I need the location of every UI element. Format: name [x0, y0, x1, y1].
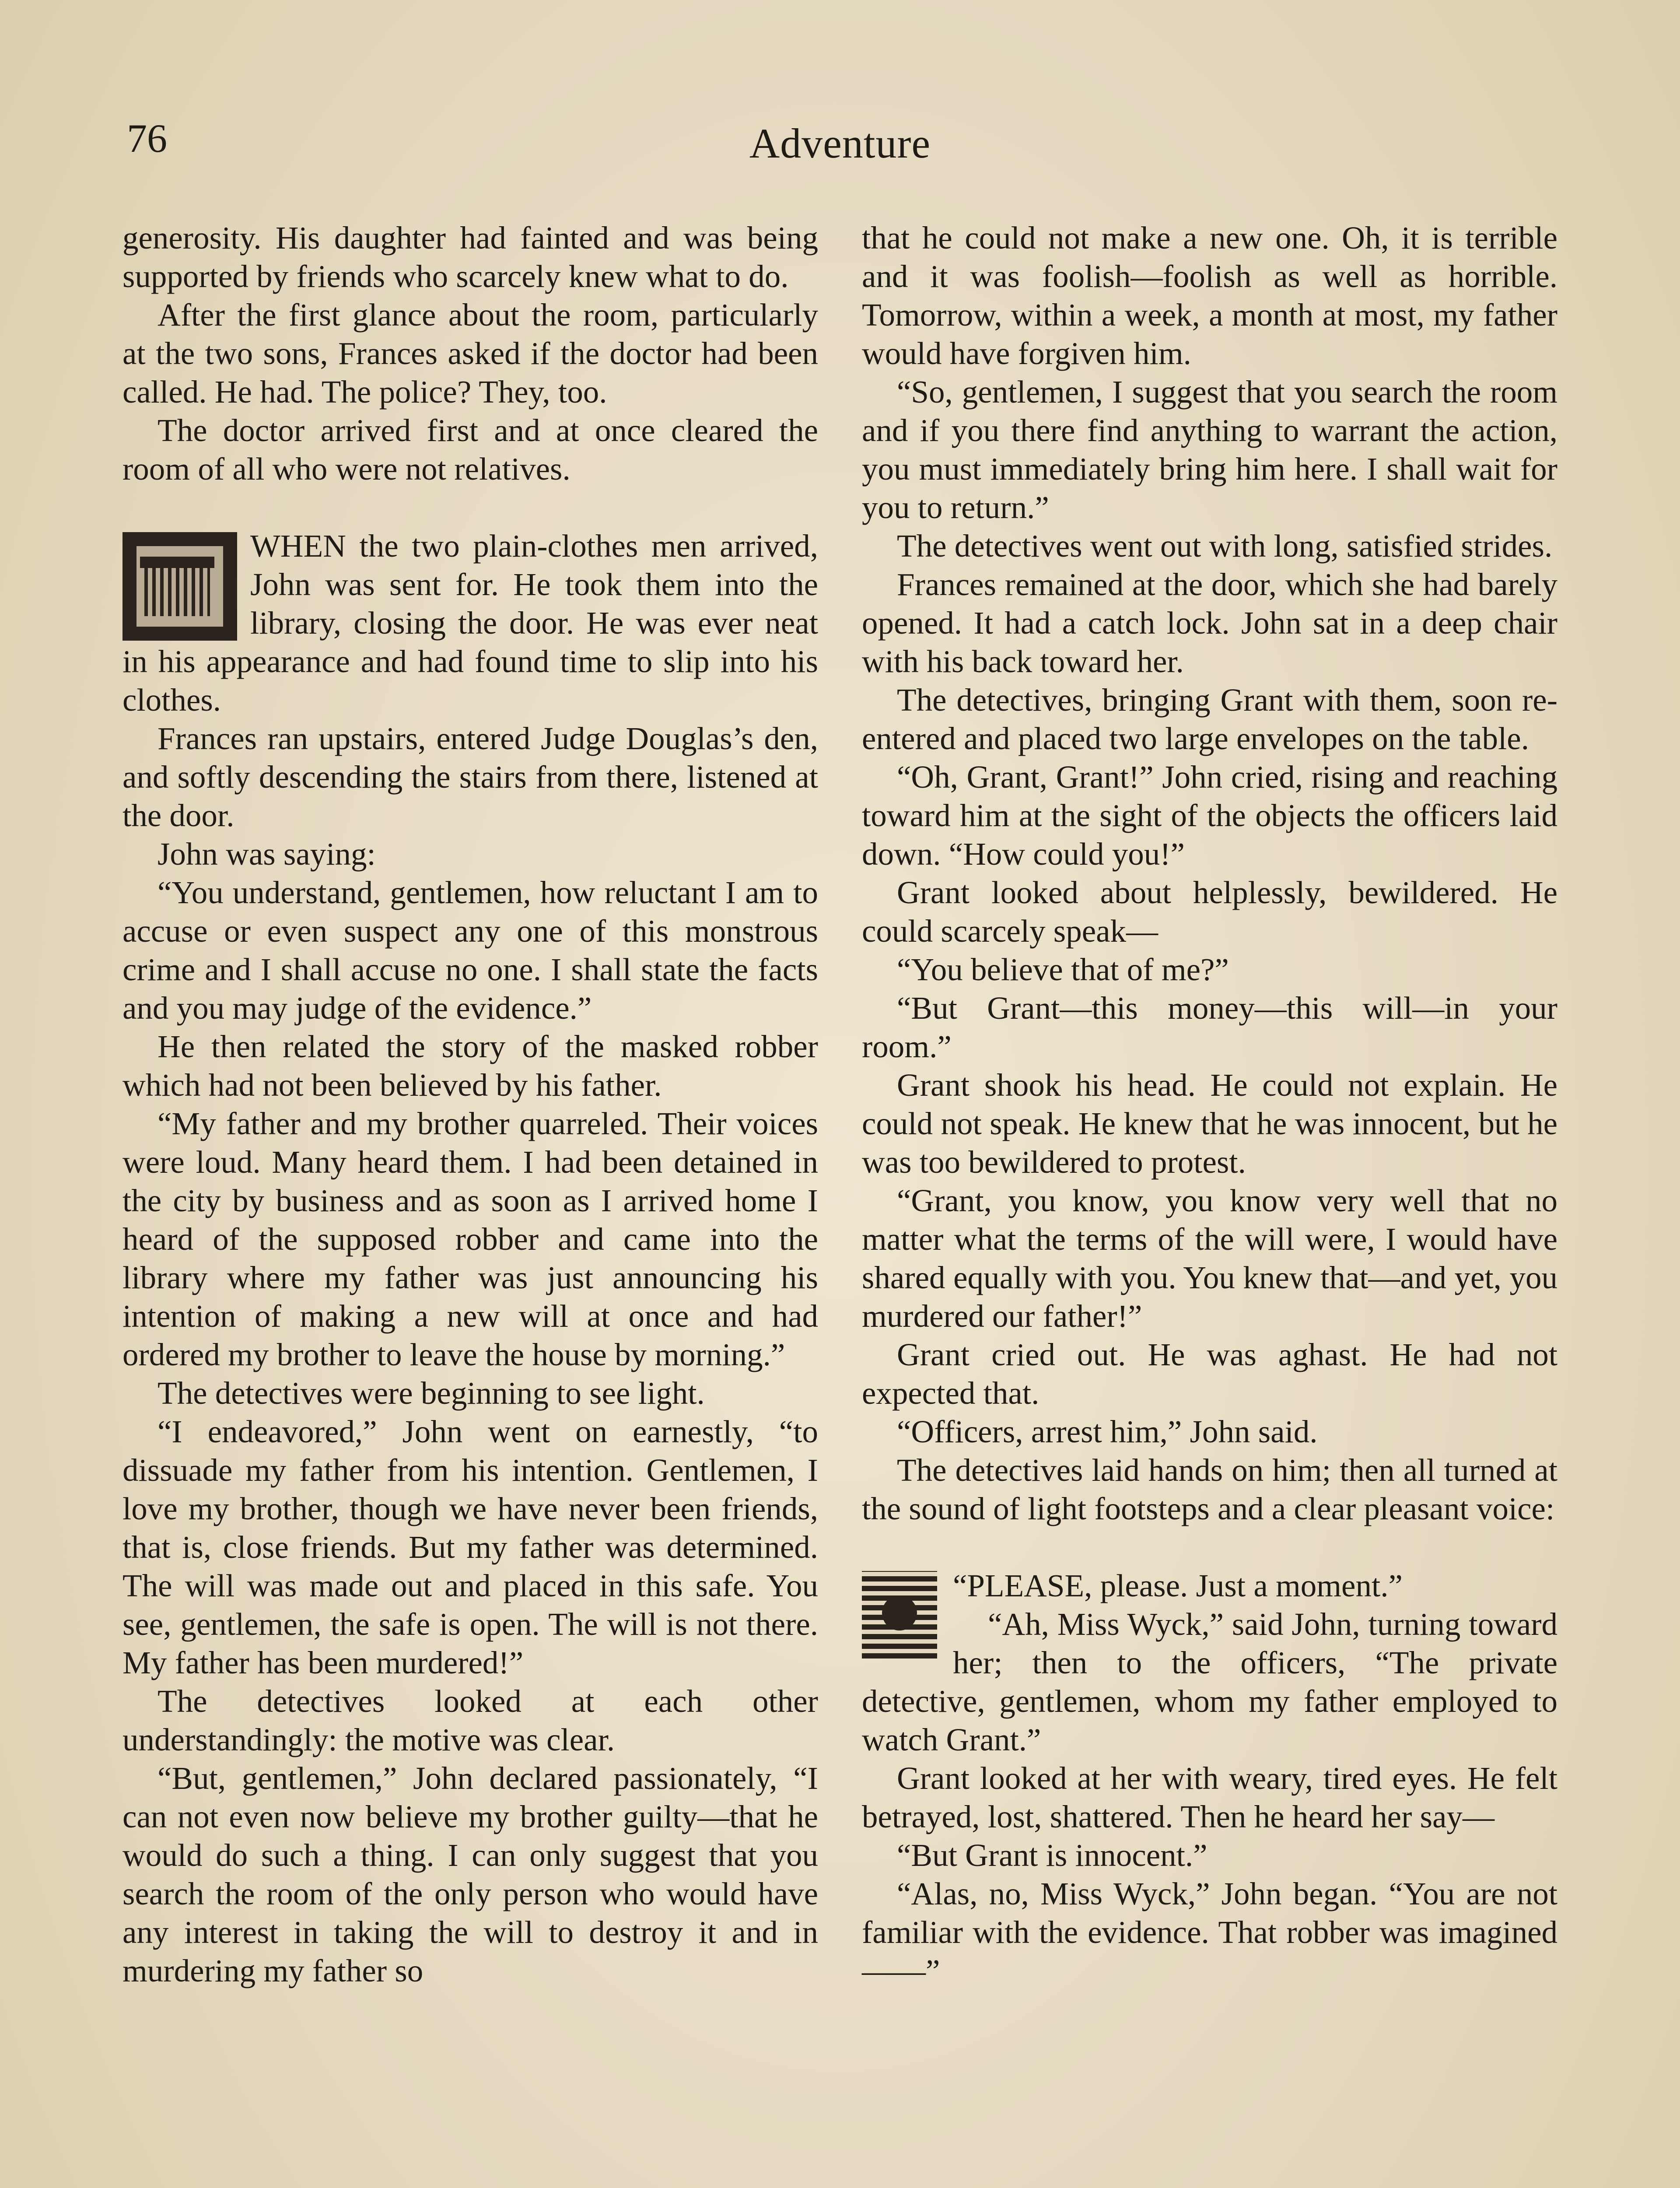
paragraph: “Alas, no, Miss Wyck,” John began. “You are not familiar with the evidence. That robber was imagined——” — [862, 1876, 1558, 1988]
decorative-initial-ornament — [862, 1571, 937, 1659]
paragraph: “But Grant is innocent.” — [897, 1837, 1208, 1873]
running-head: Adventure — [749, 120, 931, 167]
paragraph: After the first glance about the room, particularly at the two sons, Frances asked if the doctor had been called. He had. The police? They, too. — [122, 297, 818, 410]
right-column — [862, 219, 1558, 1990]
paragraph: Grant cried out. He was aghast. He had not expected that. — [862, 1337, 1558, 1411]
paragraph: “Officers, arrest him,” John said. — [897, 1414, 1318, 1449]
paragraph: The doctor arrived first and at once cleared the room of all who were not relatives. — [122, 413, 818, 487]
paragraph: “Ah, Miss Wyck,” said John, turning toward her; then to the officers, “The private detective, gentlemen, whom my father employed to watch Grant.” — [862, 1606, 1558, 1757]
paragraph: Frances ran upstairs, entered Judge Douglas’s den, and softly descending the stairs from there, listened at the door. — [122, 721, 818, 833]
paragraph: “But, gentlemen,” John declared passionately, “I can not even now believe my brother guilty—that he would do such a thing. I can only suggest that you search the room of the only person who would have any interest in taking the will to destroy it and in murdering my father so — [122, 1760, 818, 1988]
paragraph: The detectives laid hands on him; then all turned at the sound of light footsteps and a clear pleasant voice: — [862, 1452, 1558, 1526]
section-opening-paragraph: “PLEASE, please. Just a moment.” — [953, 1568, 1403, 1603]
left-column — [122, 219, 818, 1990]
paragraph: The detectives were beginning to see light. — [158, 1375, 705, 1411]
paragraph: “My father and my brother quarreled. Their voices were loud. Many heard them. I had been detained in the city by business and as soon as I arrived home I heard of the supposed robber and came into the library where my father was just announcing his intention of making a new will at once and had ordered my brother to leave the house by morning.” — [122, 1106, 818, 1372]
page-number: 76 — [127, 116, 167, 161]
paragraph: “You believe that of me?” — [897, 952, 1229, 987]
paragraph: “Grant, you know, you know very well that no matter what the terms of the will were, I would have shared equally with you. You knew that—and yet, you murdered our father!” — [862, 1183, 1558, 1334]
paragraph: that he could not make a new one. Oh, it is terrible and it was foolish—foolish as well as horrible. Tomorrow, within a week, a month at most, my father would have forgiven him. — [862, 220, 1558, 371]
paragraph: “Oh, Grant, Grant!” John cried, rising and reaching toward him at the sight of the objects the officers laid down. “How could you!” — [862, 759, 1558, 872]
paragraph: The detectives went out with long, satisfied strides. — [897, 528, 1553, 564]
decorative-initial-image — [122, 532, 237, 641]
paragraph: Grant looked about helplessly, bewildered. He could scarcely speak— — [862, 875, 1558, 949]
paragraph: Grant looked at her with weary, tired eyes. He felt betrayed, lost, shattered. Then he heard her say— — [862, 1760, 1558, 1834]
section-opening-paragraph: WHEN the two plain-clothes men arrived, John was sent for. He took them into the library, closing the door. He was ever neat in his appearance and had found time to slip into his clothes. — [122, 528, 818, 718]
paragraph: “I endeavored,” John went on earnestly, “to dissuade my father from his intention. Gentlemen, I love my brother, though we have never been friends, that is, close friends. But my father was determined. The will was made out and placed in this safe. You see, gentlemen, the safe is open. The will is not there. My father has been murdered!” — [122, 1414, 818, 1680]
paragraph: Frances remained at the door, which she had barely opened. It had a catch lock. John sat in a deep chair with his back toward her. — [862, 567, 1558, 679]
paragraph: “So, gentlemen, I suggest that you search the room and if you there find anything to warrant the action, you must immediately bring him here. I shall wait for you to return.” — [862, 374, 1558, 525]
paragraph: He then related the story of the masked robber which had not been believed by his father. — [122, 1029, 818, 1103]
paragraph: “You understand, gentlemen, how reluctant I am to accuse or even suspect any one of this monstrous crime and I shall accuse no one. I shall state the facts and you may judge of the evidence.” — [122, 875, 818, 1026]
paragraph: John was saying: — [158, 836, 376, 872]
paragraph: Grant shook his head. He could not explain. He could not speak. He knew that he was innocent, but he was too bewildered to protest. — [862, 1067, 1558, 1180]
paragraph: “But Grant—this money—this will—in your room.” — [862, 990, 1558, 1064]
paragraph: generosity. His daughter had fainted and was being supported by friends who scarcely knew what to do. — [122, 220, 818, 294]
paragraph: The detectives, bringing Grant with them, soon re-entered and placed two large envelopes on the table. — [862, 682, 1558, 756]
paragraph: The detectives looked at each other understandingly: the motive was clear. — [122, 1683, 818, 1757]
